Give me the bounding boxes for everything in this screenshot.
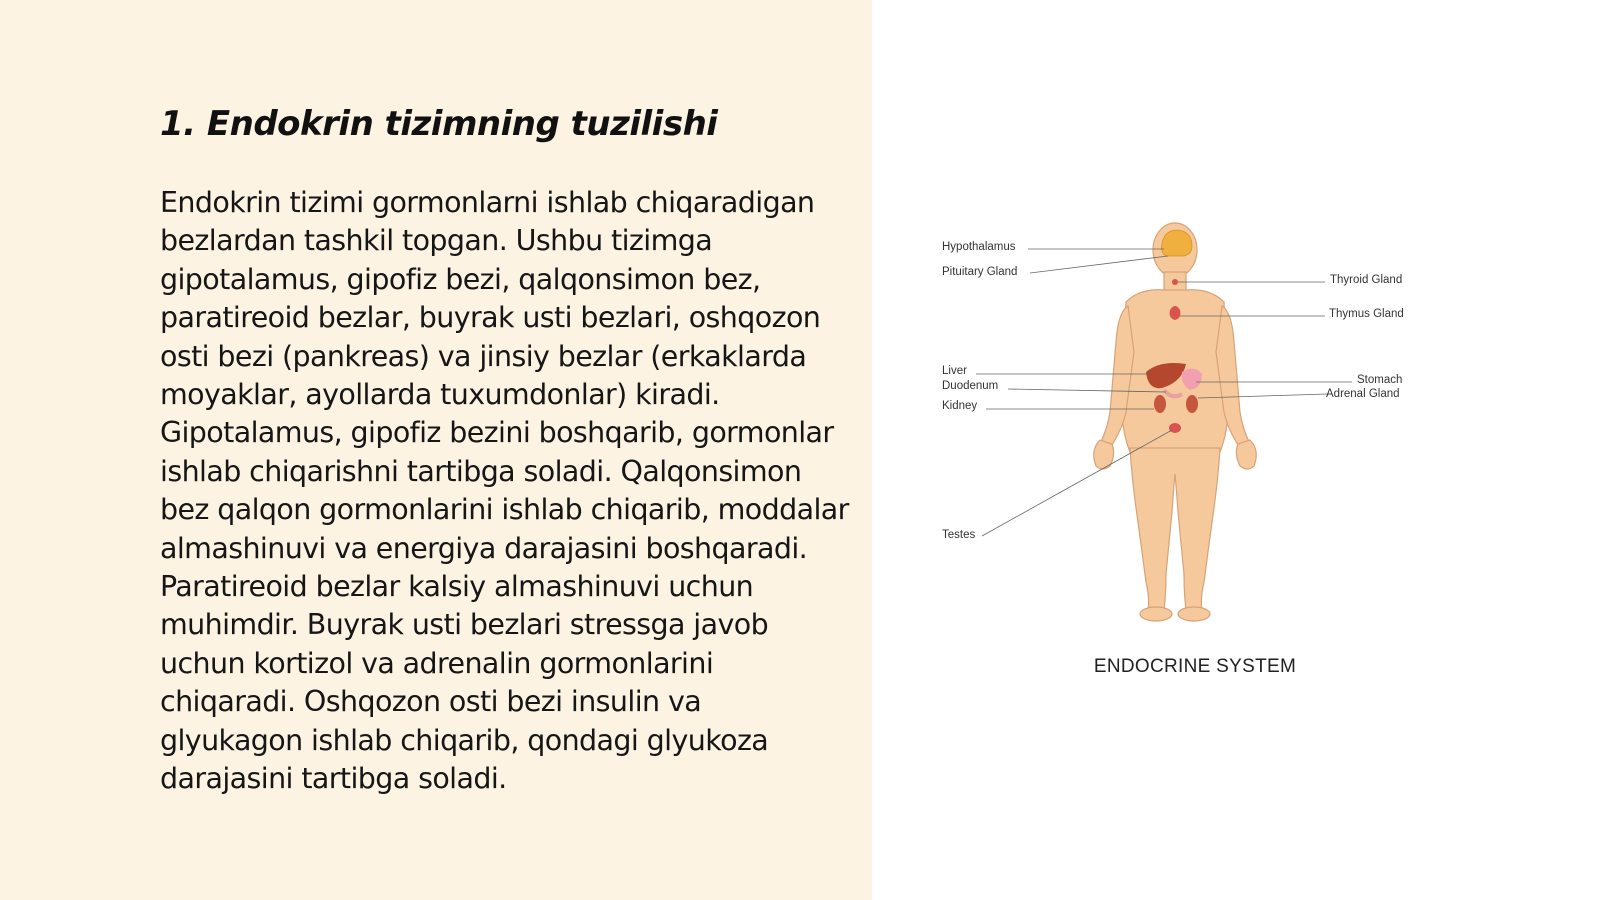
testes-organ: [1169, 423, 1181, 433]
label-thymus-gland: Thymus Gland: [1329, 308, 1404, 320]
kidney-organ: [1186, 395, 1198, 413]
slide-title: 1. Endokrin tizimning tuzilishi: [160, 104, 718, 144]
label-hypothalamus: Hypothalamus: [942, 241, 1016, 253]
label-duodenum: Duodenum: [942, 380, 999, 392]
label-thyroid-gland: Thyroid Gland: [1330, 274, 1403, 286]
label-adrenal-gland: Adrenal Gland: [1326, 388, 1400, 400]
label-kidney: Kidney: [942, 400, 978, 412]
label-testes: Testes: [942, 529, 976, 541]
figure-caption: ENDOCRINE SYSTEM: [1093, 656, 1297, 677]
label-pituitary-gland: Pituitary Gland: [942, 266, 1018, 278]
human-body-diagram: [950, 222, 1450, 692]
label-liver: Liver: [942, 365, 967, 377]
hypothalamus-organ: [1162, 230, 1193, 256]
kidney-organ: [1154, 395, 1166, 413]
slide-body-text: Endokrin tizimi gormonlarni ishlab chiqaradigan bezlardan tashkil topgan. Ushbu tizimga gipotalamus, gipofiz bezi, qalqonsimon bez, paratireoid bezlar, buyrak usti bezlari, oshqozon osti bezi (pankreas) va jinsiy bezlar (erkaklarda moyaklar, ayollarda tuxumdonlar) kiradi. Gipotalamus, gipofiz bezini boshqarib, gormonlar ishlab chiqarishni tartibga soladi. Qalqonsimon bez qalqon gormonlarini ishlab chiqarib, moddalar almashinuvi va energiya darajasini boshqaradi. Paratireoid bezlar kalsiy almashinuvi uchun muhimdir. Buyrak usti bezlari stressga javob uchun kortizol va adrenalin gormonlarini chiqaradi. Oshqozon osti bezi insulin va glyukagon ishlab chiqarib, qondagi glyukoza darajasini tartibga soladi.: [160, 186, 849, 796]
label-stomach: Stomach: [1357, 374, 1403, 386]
thyroid-organ: [1172, 279, 1178, 285]
endocrine-system-illustration: [942, 222, 1450, 692]
